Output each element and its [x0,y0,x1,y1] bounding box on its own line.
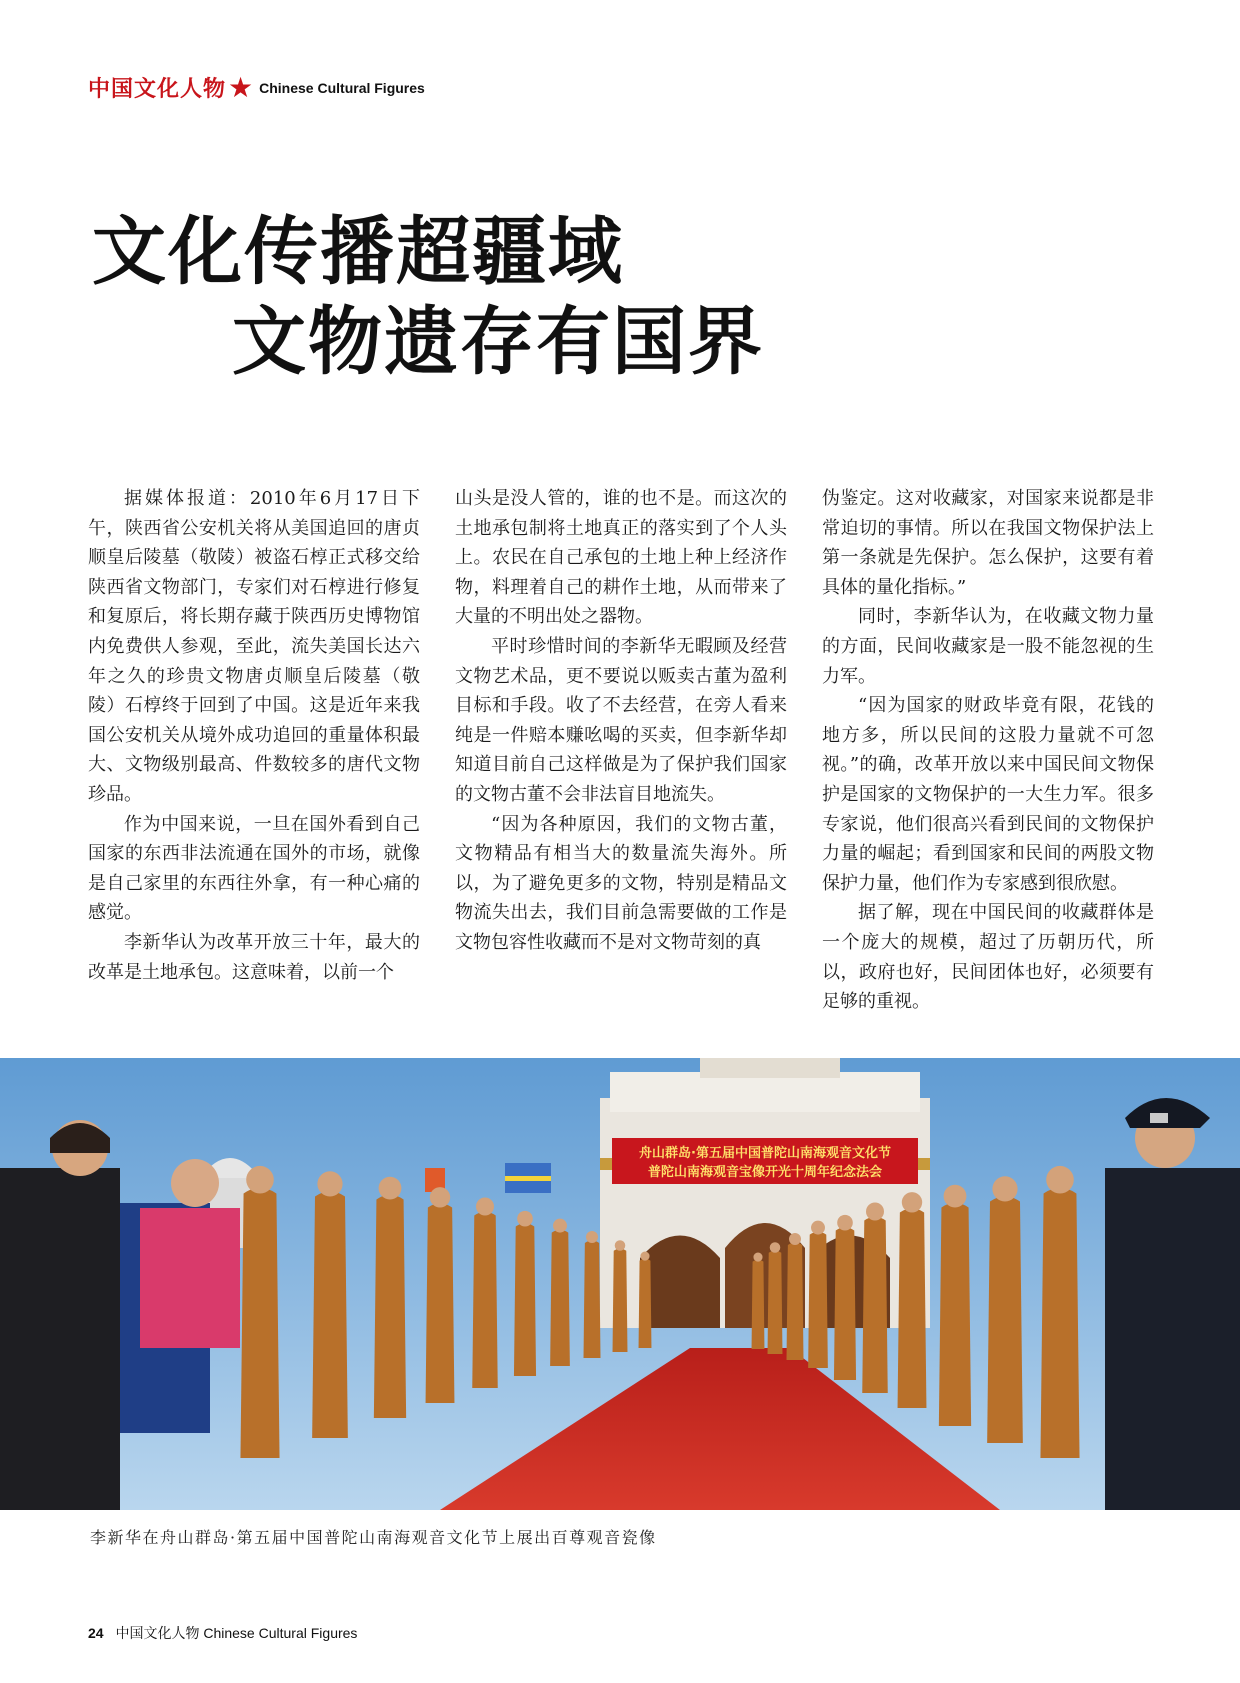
page-footer [88,1623,357,1643]
monk-robe [514,1223,536,1376]
monk-head [1046,1166,1074,1194]
monk-head [379,1177,402,1200]
monk-robe [987,1196,1023,1443]
monk-robe [374,1195,406,1418]
monk-robe [808,1232,828,1368]
paragraph: 作为中国来说，一旦在国外看到自己国家的东西非法流通在国外的市场，就像是自己家里的东西往外拿，有一种心痛的感觉。 [88,813,420,924]
magazine-header [88,72,425,103]
paragraph: 山头是没人管的，谁的也不是。而这次的土地承包制将土地真正的落实到了个人头上。农民在自己承包的土地上种上经济作物，料理着自己的耕作土地，从而带来了大量的不明出处之器物。 [455,488,787,628]
ceremony-photo-illustration [0,1058,1240,1510]
article-column-2 [455,484,787,958]
article-title-line1: 文化传播超疆域 [92,209,624,295]
monk-head [615,1240,626,1251]
paragraph: “因为各种原因，我们的文物古董，文物精品有相当大的数量流失海外。所以，为了避免更多的文物，特别是精品文物流失出去，我们目前急需要做的工作是文物包容性收藏而不是对文物苛刻的真 [455,813,787,953]
ceremony-photo [0,1058,1240,1510]
monk-head [430,1187,450,1207]
article-column-3 [822,484,1154,1017]
monk-robe [550,1230,570,1366]
monk-robe [1040,1188,1079,1458]
monk-robe [426,1203,455,1403]
monk-head [902,1192,922,1212]
monk-head [553,1219,567,1233]
monk-robe [752,1260,765,1349]
footer-text: 中国文化人物 Chinese Cultural Figures [115,1625,358,1641]
monk-robe [862,1217,888,1393]
paragraph: 据了解，现在中国民间的收藏群体是一个庞大的规模，超过了历朝历代，所以，政府也好，民间团体也好，必须要有足够的重视。 [822,902,1154,1013]
paragraph: “因为国家的财政毕竟有限，花钱的地方多，所以民间的这股力量就不可忽视。”的确，改革开放以来中国民间文物保护是国家的文物保护的一大生力军。很多专家说，他们很高兴看到民间的文物保护力量的崛起；看到国家和民间的两股文物保护力量，他们作为专家感到很欣慰。 [822,695,1154,894]
monk-head [476,1198,494,1216]
monk-robe [312,1191,348,1438]
monk-head [586,1231,598,1243]
photo-caption: 李新华在舟山群岛·第五届中国普陀山南海观音文化节上展出百尊观音瓷像 [90,1528,657,1547]
monk-head [246,1166,274,1194]
monk-robe [639,1259,652,1348]
paragraph: 平时珍惜时间的李新华无暇顾及经营文物艺术品，更不要说以贩卖古董为盈利目标和手段。收了不去经营，在旁人看来纯是一件赔本赚吆喝的买卖，但李新华却知道目前自己这样做是为了保护我们国家的文物古董不会非法盲目地流失。 [455,635,787,805]
monk-head [789,1233,801,1245]
monk-robe [787,1243,804,1361]
monk-head [992,1176,1017,1201]
banner-line-1: 舟山群岛·第五届中国普陀山南海观音文化节 [639,1146,891,1161]
paragraph: 据媒体报道：2010年6月17日下午，陕西省公安机关将从美国追回的唐贞顺皇后陵墓（敬陵）被盗石椁正式移交给陕西省文物部门，专家们对石椁进行修复和复原后，将长期存藏于陕西历史博物馆内免费供人参观，至此，流失美国长达六年之久的珍贵文物唐贞顺皇后陵墓（敬陵）石椁终于回到了中国。这是近年来我国公安机关从境外成功追回的重量体积最大、文物级别最高、件数较多的唐代文物珍品。 [88,488,420,805]
article-column-1 [88,484,420,987]
magazine-cn-title: 中国文化人物 [88,76,227,102]
article-title-line2: 文物遗存有国界 [232,299,764,385]
monk-head [770,1242,781,1253]
paragraph: 李新华认为改革开放三十年，最大的改革是土地承包。这意味着，以前一个 [88,931,420,983]
monk-robe [939,1203,971,1426]
monk-head [837,1215,853,1231]
monk-head [944,1185,967,1208]
monk-head [811,1221,825,1235]
monk-robe [768,1251,783,1354]
paragraph: 同时，李新华认为，在收藏文物力量的方面，民间收藏家是一股不能忽视的生力军。 [822,606,1154,687]
monk-robe [472,1212,498,1388]
page-number: 24 [88,1625,104,1641]
monk-head [753,1252,762,1261]
monk-robe [613,1249,628,1352]
monk-head [517,1211,533,1227]
festival-banner [612,1138,918,1184]
paragraph: 伪鉴定。这对收藏家，对国家来说都是非常迫切的事情。所以在我国文物保护法上第一条就是先保护。怎么保护，这要有着具体的量化指标。” [822,488,1154,598]
star-icon: ★ [228,70,254,104]
monk-robe [898,1208,927,1408]
monk-robe [834,1227,856,1380]
monk-robe [584,1241,601,1359]
monk-head [640,1251,649,1260]
monk-head [866,1203,884,1221]
monk-head [317,1171,342,1196]
magazine-en-title: Chinese Cultural Figures [259,79,425,96]
monk-robe [240,1188,279,1458]
banner-line-2: 普陀山南海观音宝像开光十周年纪念法会 [647,1165,883,1180]
